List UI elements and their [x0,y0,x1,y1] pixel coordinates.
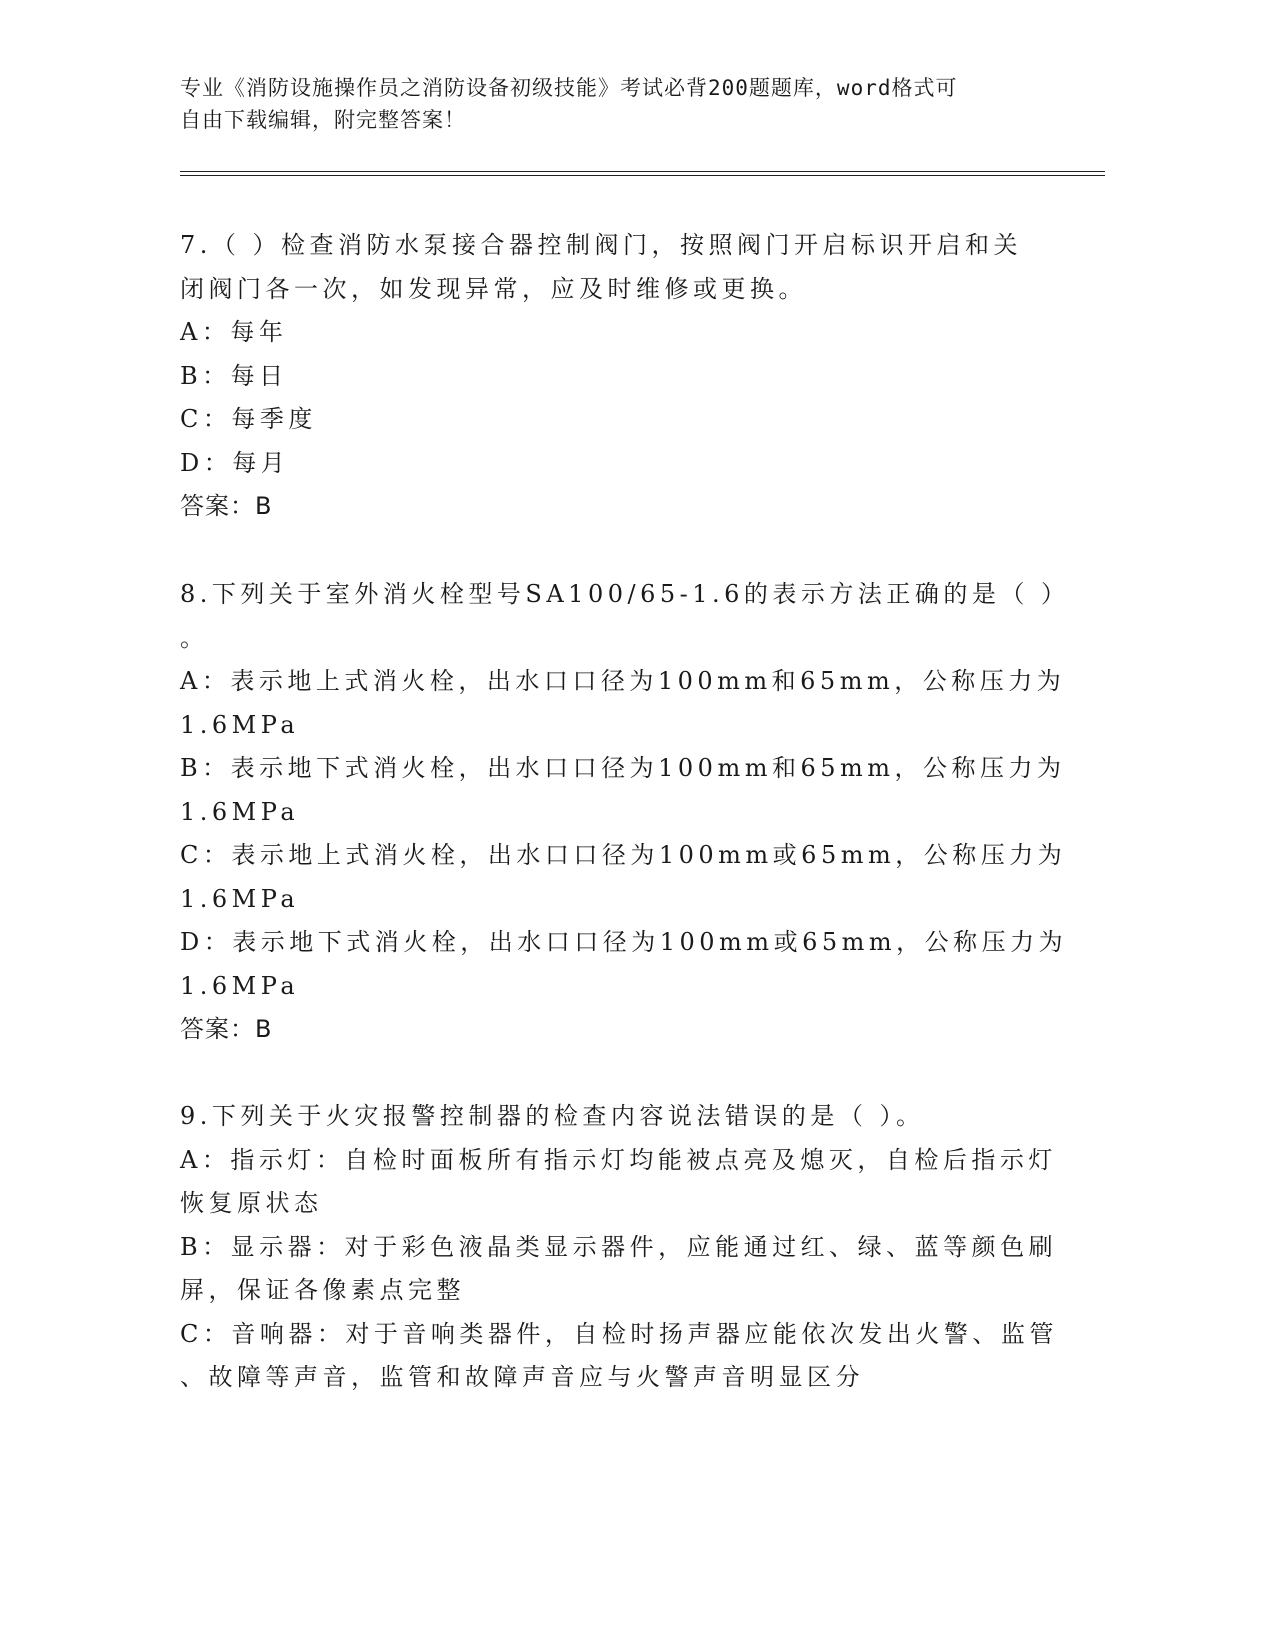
question-9-option-b: B：显示器：对于彩色液晶类显示器件，应能通过红、绿、蓝等颜色刷 [180,1233,1058,1261]
question-7-option-d: D：每月 [180,449,290,477]
question-8-option-b-cont: 1.6MPa [180,798,300,826]
question-8-option-d-cont: 1.6MPa [180,972,300,1000]
question-8-answer: 答案：B [180,1015,273,1043]
document-header [180,72,1040,136]
header-divider-bottom [180,175,1105,176]
question-8-option-c: C：表示地上式消火栓，出水口口径为100mm或65mm，公称压力为 [180,841,1067,869]
header-line-2: 自由下载编辑，附完整答案！ [180,108,466,132]
question-9-option-b-cont: 屏，保证各像素点完整 [180,1276,465,1304]
question-7-stem-line-2: 闭阀门各一次，如发现异常，应及时维修或更换。 [180,275,807,303]
question-7-option-a: A：每年 [180,318,288,346]
question-9-option-a: A：指示灯：自检时面板所有指示灯均能被点亮及熄灭，自检后指示灯 [180,1146,1057,1174]
header-line-1: 专业《消防设施操作员之消防设备初级技能》考试必背200题题库，word格式可 [180,76,958,100]
question-9-stem: 9.下列关于火灾报警控制器的检查内容说法错误的是（ ）。 [180,1102,925,1130]
question-8-option-c-cont: 1.6MPa [180,885,300,913]
question-8-option-a: A：表示地上式消火栓，出水口口径为100mm和65mm，公称压力为 [180,667,1066,695]
question-8-stem-line-1: 8.下列关于室外消火栓型号SA100/65-1.6的表示方法正确的是（ ） [180,580,1070,608]
question-7-stem-line-1: 7.（ ）检查消防水泵接合器控制阀门，按照阀门开启标识开启和关 [180,231,1023,259]
question-8-stem-line-2: 。 [180,624,209,652]
question-9-option-c-cont: 、故障等声音，监管和故障声音应与火警声音明显区分 [180,1363,864,1391]
question-7-option-c: C：每季度 [180,405,317,433]
question-8-option-a-cont: 1.6MPa [180,711,300,739]
question-9-option-a-cont: 恢复原状态 [180,1189,323,1217]
question-7-option-b: B：每日 [180,362,288,390]
question-8-option-d: D：表示地下式消火栓，出水口口径为100mm或65mm，公称压力为 [180,928,1068,956]
question-7-answer: 答案：B [180,492,273,520]
header-divider-top [180,171,1105,172]
question-8-option-b: B：表示地下式消火栓，出水口口径为100mm和65mm，公称压力为 [180,754,1066,782]
question-9-option-c: C：音响器：对于音响类器件，自检时扬声器应能依次发出火警、监管 [180,1320,1058,1348]
